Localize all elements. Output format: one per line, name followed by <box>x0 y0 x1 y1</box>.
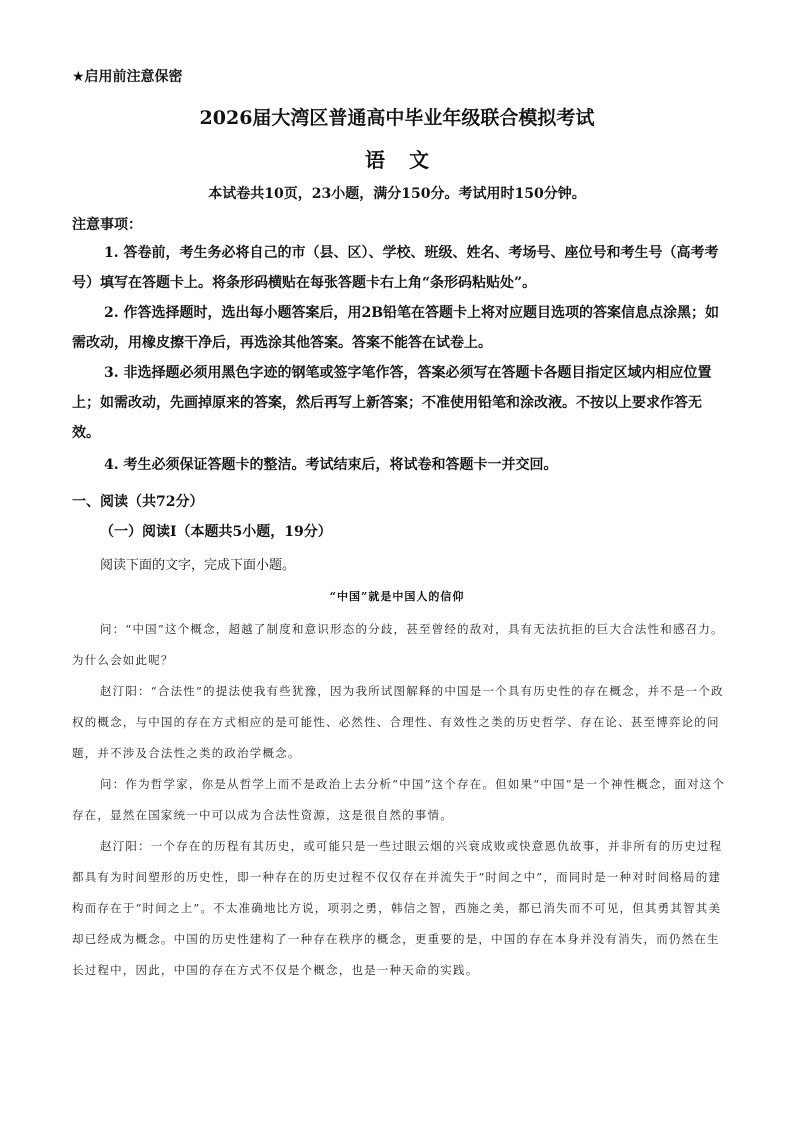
notice-item-1: 1. 答卷前，考生务必将自己的市（县、区）、学校、班级、姓名、考场号、座位号和考生号（高考考号）填写在答题卡上。将条形码横贴在每张答题卡右上角“条形码粘贴处”。 <box>72 245 719 291</box>
article-paragraph-3: 问：作为哲学家，你是从哲学上而不是政治上去分析“中国”这个存在。但如果“中国”是一个神性概念，面对这个存在，显然在国家统一中可以成为合法性资源，这是很自然的事情。 <box>72 777 726 822</box>
subject-title: 语文 <box>365 148 453 172</box>
article-title: “中国”就是中国人的信仰 <box>329 590 465 603</box>
notice-item-4: 4. 考生必须保证答题卡的整洁。考试结束后，将试卷和答题卡一并交回。 <box>104 457 558 473</box>
subsection-heading: （一）阅读Ⅰ（本题共5小题，19分） <box>100 524 332 540</box>
article-paragraph-1: 问：“中国”这个概念，超越了制度和意识形态的分歧，甚至曾经的敌对，具有无法抗拒的巨大合法性和感召力。为什么会如此呢？ <box>72 622 724 667</box>
article-paragraph-4: 赵汀阳：一个存在的历程有其历史，或可能只是一些过眼云烟的兴衰成败或快意恩仇故事，并非所有的历史过程都具有为时间塑形的历史性，即一种存在的历史过程不仅仅存在并流失于“时间之中”，而同时是一种对时间格局的建构而存在于“时间之上”。不太准确地比方说，项羽之勇，韩信之智，西施之美，都已消失而不可见，但其勇其智其美却已经成为概念。中国的历史性建构了一种存在秩序的概念，更重要的是，中国的存在本身并没有消失，而仍然在生长过程中，因此，中国的存在方式不仅是个概念，也是一种天命的实践。 <box>72 839 723 977</box>
exam-title: 2026届大湾区普通高中毕业年级联合模拟考试 <box>199 107 595 129</box>
notice-heading: 注意事项： <box>72 217 142 233</box>
notice-item-2: 2. 作答选择题时，选出每小题答案后，用2B铅笔在答题卡上将对应题目选项的答案信息点涂黑；如需改动，用橡皮擦干净后，再选涂其他答案。答案不能答在试卷上。 <box>72 305 720 351</box>
exam-info: 本试卷共10页，23小题，满分150分。考试用时150分钟。 <box>208 186 586 202</box>
reading-instruction: 阅读下面的文字，完成下面小题。 <box>100 558 296 573</box>
section-heading: 一、阅读（共72分） <box>72 494 204 510</box>
article-paragraph-2: 赵汀阳：“合法性”的提法使我有些犹豫，因为我所试图解释的中国是一个具有历史性的存在概念，并不是一个政权的概念，与中国的存在方式相应的是可能性、必然性、合理性、有效性之类的历史哲学、存在论、甚至博弈论的问题，并不涉及合法性之类的政治学概念。 <box>72 684 724 760</box>
notice-item-3: 3. 非选择题必须用黑色字迹的钢笔或签字笔作答，答案必须写在答题卡各题目指定区域内相应位置上；如需改动，先画掉原来的答案，然后再写上新答案；不准使用铅笔和涂改液。不按以上要求作答无效。 <box>72 365 712 441</box>
confidential-mark: ★启用前注意保密 <box>72 69 183 85</box>
